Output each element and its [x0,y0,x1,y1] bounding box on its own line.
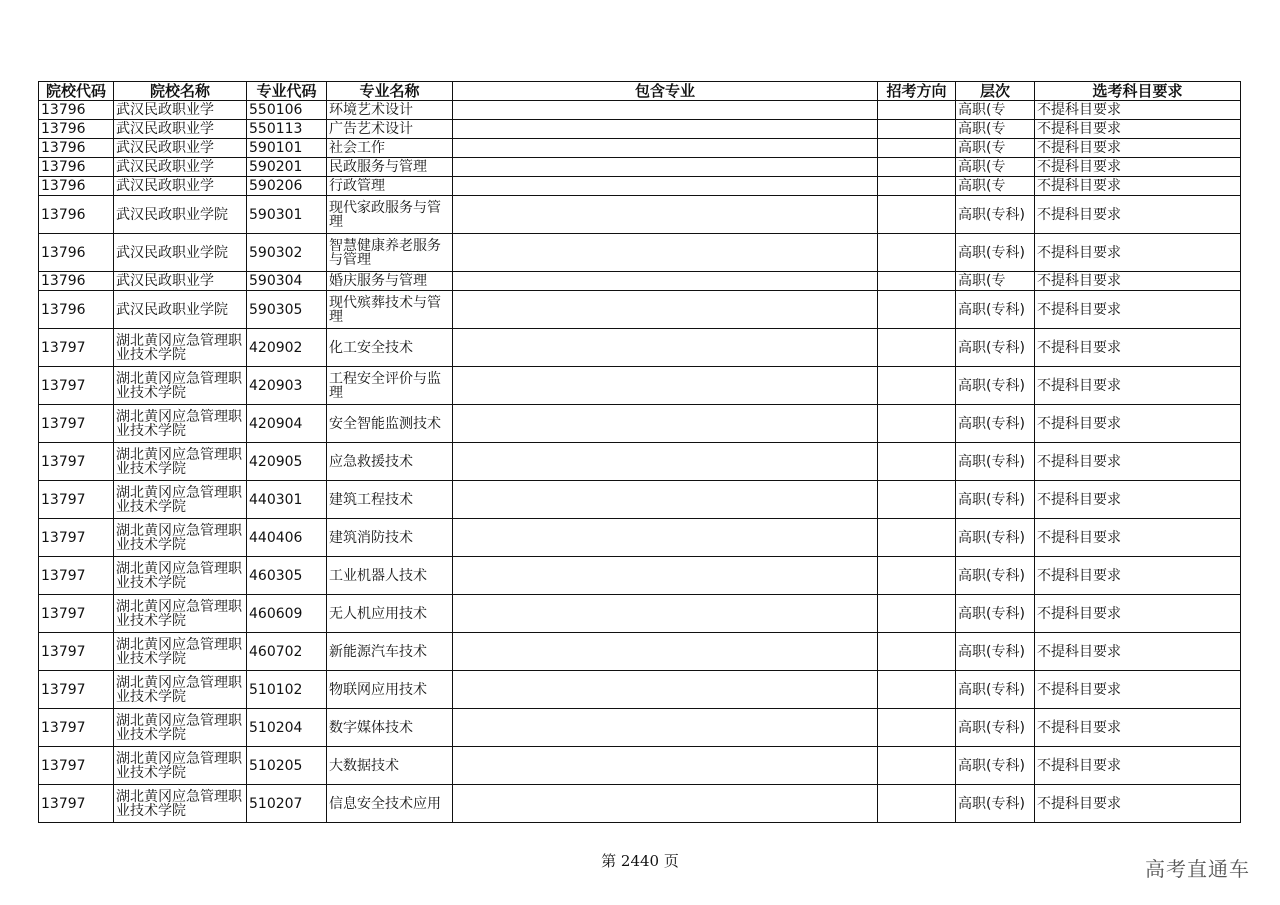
cell-direction [878,405,956,443]
cell-school-code: 13796 [39,120,114,139]
cell-major-name: 信息安全技术应用 [327,785,453,823]
header-major-name: 专业名称 [327,82,453,101]
cell-included-majors [453,557,878,595]
table-row [39,443,1241,481]
table-row [39,272,1241,291]
cell-requirement: 不提科目要求 [1035,101,1241,120]
cell-included-majors [453,139,878,158]
table-row [39,595,1241,633]
cell-school-name: 武汉民政职业学院 [114,291,247,329]
cell-major-name: 广告艺术设计 [327,120,453,139]
cell-school-name: 湖北黄冈应急管理职业技术学院 [114,747,247,785]
cell-included-majors [453,158,878,177]
cell-direction [878,557,956,595]
cell-requirement: 不提科目要求 [1035,367,1241,405]
table-row [39,785,1241,823]
cell-major-code: 510205 [247,747,327,785]
cell-included-majors [453,272,878,291]
cell-level: 高职(专科) [956,557,1035,595]
cell-major-code: 460305 [247,557,327,595]
cell-level: 高职(专科) [956,785,1035,823]
header-major-code: 专业代码 [247,82,327,101]
cell-school-name: 湖北黄冈应急管理职业技术学院 [114,595,247,633]
cell-level: 高职(专科) [956,633,1035,671]
cell-major-name: 工程安全评价与监理 [327,367,453,405]
cell-major-name: 新能源汽车技术 [327,633,453,671]
cell-school-name: 湖北黄冈应急管理职业技术学院 [114,443,247,481]
cell-level: 高职(专科) [956,747,1035,785]
cell-school-code: 13796 [39,291,114,329]
cell-requirement: 不提科目要求 [1035,481,1241,519]
cell-requirement: 不提科目要求 [1035,557,1241,595]
cell-direction [878,120,956,139]
cell-requirement: 不提科目要求 [1035,671,1241,709]
table-row [39,101,1241,120]
cell-major-code: 460702 [247,633,327,671]
cell-major-name: 建筑工程技术 [327,481,453,519]
cell-major-name: 民政服务与管理 [327,158,453,177]
page-number: 第 2440 页 [601,852,679,870]
table-row [39,633,1241,671]
cell-requirement: 不提科目要求 [1035,120,1241,139]
cell-direction [878,747,956,785]
header-direction: 招考方向 [878,82,956,101]
cell-major-code: 590305 [247,291,327,329]
table-row [39,519,1241,557]
cell-direction [878,671,956,709]
cell-school-name: 湖北黄冈应急管理职业技术学院 [114,557,247,595]
cell-school-name: 湖北黄冈应急管理职业技术学院 [114,709,247,747]
cell-direction [878,443,956,481]
cell-school-code: 13796 [39,158,114,177]
cell-school-code: 13797 [39,595,114,633]
cell-direction [878,709,956,747]
cell-major-code: 590302 [247,234,327,272]
header-row [39,82,1241,101]
cell-school-name: 武汉民政职业学 [114,120,247,139]
cell-requirement: 不提科目要求 [1035,158,1241,177]
cell-included-majors [453,177,878,196]
table-body [39,101,1241,823]
cell-school-code: 13797 [39,329,114,367]
header-school-code: 院校代码 [39,82,114,101]
cell-direction [878,329,956,367]
table-row [39,329,1241,367]
cell-requirement: 不提科目要求 [1035,405,1241,443]
cell-school-code: 13797 [39,747,114,785]
cell-requirement: 不提科目要求 [1035,139,1241,158]
cell-school-code: 13797 [39,443,114,481]
cell-included-majors [453,671,878,709]
cell-major-name: 环境艺术设计 [327,101,453,120]
cell-school-name: 湖北黄冈应急管理职业技术学院 [114,329,247,367]
cell-included-majors [453,709,878,747]
cell-direction [878,177,956,196]
cell-major-name: 社会工作 [327,139,453,158]
cell-direction [878,234,956,272]
cell-school-name: 武汉民政职业学 [114,272,247,291]
header-school-name: 院校名称 [114,82,247,101]
cell-direction [878,633,956,671]
cell-major-name: 婚庆服务与管理 [327,272,453,291]
cell-included-majors [453,405,878,443]
cell-level: 高职(专科) [956,519,1035,557]
watermark: 高考直通车 [1145,857,1250,881]
cell-included-majors [453,196,878,234]
cell-level: 高职(专科) [956,329,1035,367]
cell-major-name: 应急救援技术 [327,443,453,481]
cell-school-name: 湖北黄冈应急管理职业技术学院 [114,405,247,443]
cell-level: 高职(专科) [956,595,1035,633]
cell-requirement: 不提科目要求 [1035,443,1241,481]
cell-level: 高职(专 [956,120,1035,139]
cell-direction [878,101,956,120]
cell-requirement: 不提科目要求 [1035,291,1241,329]
cell-major-code: 510102 [247,671,327,709]
cell-direction [878,367,956,405]
header-requirement: 选考科目要求 [1035,82,1241,101]
cell-school-code: 13797 [39,671,114,709]
cell-school-code: 13797 [39,481,114,519]
cell-major-code: 590101 [247,139,327,158]
cell-school-name: 湖北黄冈应急管理职业技术学院 [114,633,247,671]
cell-level: 高职(专科) [956,671,1035,709]
cell-requirement: 不提科目要求 [1035,519,1241,557]
cell-included-majors [453,481,878,519]
cell-included-majors [453,747,878,785]
cell-level: 高职(专科) [956,481,1035,519]
table-row [39,481,1241,519]
table-row [39,557,1241,595]
cell-school-code: 13797 [39,785,114,823]
cell-requirement: 不提科目要求 [1035,709,1241,747]
cell-included-majors [453,291,878,329]
cell-included-majors [453,120,878,139]
table-row [39,367,1241,405]
cell-school-name: 湖北黄冈应急管理职业技术学院 [114,519,247,557]
cell-school-name: 武汉民政职业学 [114,101,247,120]
cell-direction [878,272,956,291]
cell-major-name: 大数据技术 [327,747,453,785]
cell-direction [878,196,956,234]
cell-included-majors [453,633,878,671]
cell-included-majors [453,443,878,481]
cell-major-code: 550106 [247,101,327,120]
cell-requirement: 不提科目要求 [1035,177,1241,196]
cell-major-code: 590304 [247,272,327,291]
table-row [39,139,1241,158]
cell-level: 高职(专 [956,177,1035,196]
admission-table [38,81,1241,823]
table-row [39,120,1241,139]
cell-direction [878,139,956,158]
cell-level: 高职(专科) [956,196,1035,234]
cell-school-code: 13796 [39,196,114,234]
cell-level: 高职(专科) [956,234,1035,272]
cell-level: 高职(专 [956,158,1035,177]
cell-major-code: 510207 [247,785,327,823]
table-row [39,177,1241,196]
cell-requirement: 不提科目要求 [1035,196,1241,234]
cell-direction [878,291,956,329]
cell-school-code: 13797 [39,367,114,405]
cell-major-name: 现代殡葬技术与管理 [327,291,453,329]
cell-included-majors [453,101,878,120]
cell-included-majors [453,519,878,557]
cell-direction [878,481,956,519]
cell-major-name: 安全智能监测技术 [327,405,453,443]
cell-major-code: 440301 [247,481,327,519]
cell-major-code: 550113 [247,120,327,139]
cell-major-name: 现代家政服务与管理 [327,196,453,234]
cell-direction [878,785,956,823]
table-row [39,234,1241,272]
cell-level: 高职(专科) [956,405,1035,443]
header-included-majors: 包含专业 [453,82,878,101]
cell-school-name: 湖北黄冈应急管理职业技术学院 [114,671,247,709]
table-row [39,196,1241,234]
cell-school-name: 武汉民政职业学 [114,139,247,158]
cell-included-majors [453,234,878,272]
cell-school-code: 13797 [39,557,114,595]
cell-level: 高职(专 [956,139,1035,158]
table-row [39,709,1241,747]
cell-major-name: 物联网应用技术 [327,671,453,709]
cell-school-code: 13796 [39,177,114,196]
cell-level: 高职(专科) [956,291,1035,329]
cell-direction [878,158,956,177]
cell-requirement: 不提科目要求 [1035,234,1241,272]
cell-direction [878,595,956,633]
cell-major-name: 工业机器人技术 [327,557,453,595]
header-level: 层次 [956,82,1035,101]
cell-major-code: 590301 [247,196,327,234]
cell-school-code: 13796 [39,101,114,120]
cell-included-majors [453,367,878,405]
cell-major-name: 行政管理 [327,177,453,196]
cell-school-code: 13796 [39,139,114,158]
cell-included-majors [453,785,878,823]
cell-school-code: 13796 [39,272,114,291]
cell-major-code: 420905 [247,443,327,481]
cell-level: 高职(专 [956,101,1035,120]
table-row [39,405,1241,443]
cell-requirement: 不提科目要求 [1035,747,1241,785]
cell-included-majors [453,329,878,367]
cell-major-code: 440406 [247,519,327,557]
cell-school-code: 13797 [39,519,114,557]
table-row [39,291,1241,329]
cell-requirement: 不提科目要求 [1035,272,1241,291]
cell-level: 高职(专科) [956,709,1035,747]
cell-school-code: 13797 [39,633,114,671]
cell-major-code: 590206 [247,177,327,196]
cell-requirement: 不提科目要求 [1035,329,1241,367]
cell-level: 高职(专科) [956,443,1035,481]
cell-school-name: 武汉民政职业学院 [114,196,247,234]
cell-major-code: 420902 [247,329,327,367]
cell-included-majors [453,595,878,633]
cell-major-name: 化工安全技术 [327,329,453,367]
cell-school-name: 武汉民政职业学 [114,177,247,196]
table-row [39,671,1241,709]
cell-major-code: 460609 [247,595,327,633]
cell-school-name: 湖北黄冈应急管理职业技术学院 [114,481,247,519]
cell-school-name: 湖北黄冈应急管理职业技术学院 [114,367,247,405]
cell-major-name: 数字媒体技术 [327,709,453,747]
cell-school-name: 武汉民政职业学院 [114,234,247,272]
cell-major-code: 420904 [247,405,327,443]
cell-requirement: 不提科目要求 [1035,785,1241,823]
cell-major-code: 590201 [247,158,327,177]
cell-level: 高职(专科) [956,367,1035,405]
cell-school-code: 13796 [39,234,114,272]
cell-level: 高职(专 [956,272,1035,291]
cell-major-name: 建筑消防技术 [327,519,453,557]
table-row [39,158,1241,177]
cell-major-name: 无人机应用技术 [327,595,453,633]
table-row [39,747,1241,785]
cell-requirement: 不提科目要求 [1035,633,1241,671]
cell-school-code: 13797 [39,405,114,443]
cell-major-code: 510204 [247,709,327,747]
cell-school-name: 武汉民政职业学 [114,158,247,177]
cell-major-name: 智慧健康养老服务与管理 [327,234,453,272]
cell-major-code: 420903 [247,367,327,405]
cell-school-name: 湖北黄冈应急管理职业技术学院 [114,785,247,823]
cell-requirement: 不提科目要求 [1035,595,1241,633]
cell-school-code: 13797 [39,709,114,747]
cell-direction [878,519,956,557]
